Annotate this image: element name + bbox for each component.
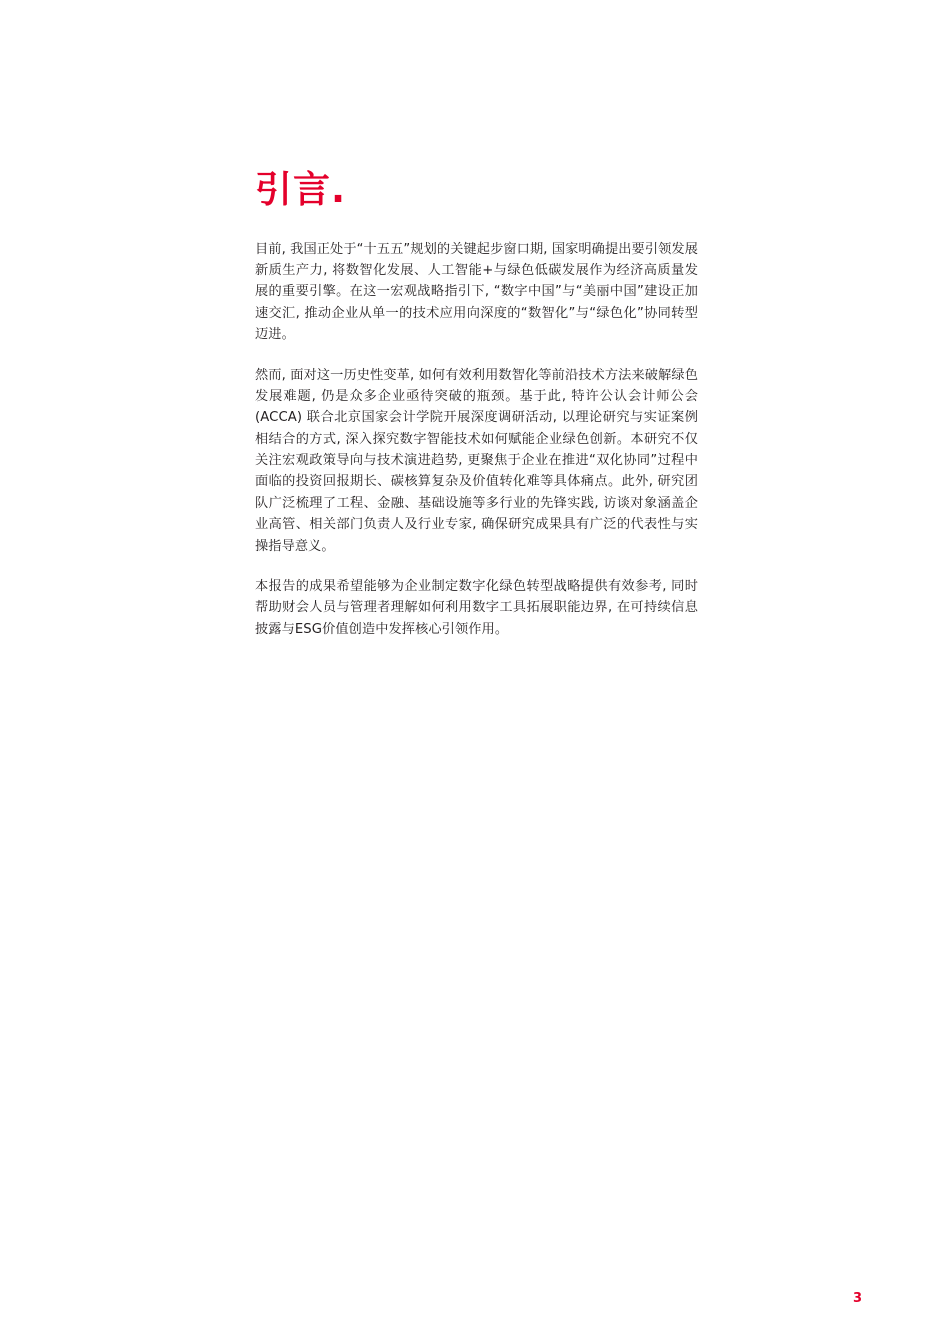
intro-paragraph-2: 然而, 面对这一历史性变革, 如何有效利用数智化等前沿技术方法来破解绿色发展难题, 仍是众多企业亟待突破的瓶颈。基于此, 特许公认会计师公会 (ACCA) 联合北京国家会计学院开展深度调研活动, 以理论研究与实证案例相结合的方式, 深入探究数字智能技术如何赋能企业绿色创新。本研究不仅关注宏观政策导向与技术演进趋势, 更聚焦于企业在推进“双化协同”过程中面临的投资回报期长、碳核算复杂及价值转化难等具体痛点。此外, 研究团队广泛梳理了工程、金融、基础设施等多行业的先锋实践, 访谈对象涵盖企业高管、相关部门负责人及行业专家, 确保研究成果具有广泛的代表性与实操指导意义。 [255,367,698,554]
page-title: 引言. [255,168,347,211]
page-content [255,170,698,640]
intro-paragraph-1: 目前, 我国正处于“十五五”规划的关键起步窗口期, 国家明确提出要引领发展新质生产力, 将数智化发展、人工智能+与绿色低碳发展作为经济高质量发展的重要引擎。在这一宏观战略指引下, “数字中国”与“美丽中国”建设正加速交汇, 推动企业从单一的技术应用向深度的“数智化”与“绿色化”协同转型迈进。 [255,241,698,343]
intro-paragraph-3: 本报告的成果希望能够为企业制定数字化绿色转型战略提供有效参考, 同时帮助财会人员与管理者理解如何利用数字工具拓展职能边界, 在可持续信息披露与ESG价值创造中发挥核心引领作用。 [255,578,698,637]
page-number: 3 [852,1291,862,1306]
